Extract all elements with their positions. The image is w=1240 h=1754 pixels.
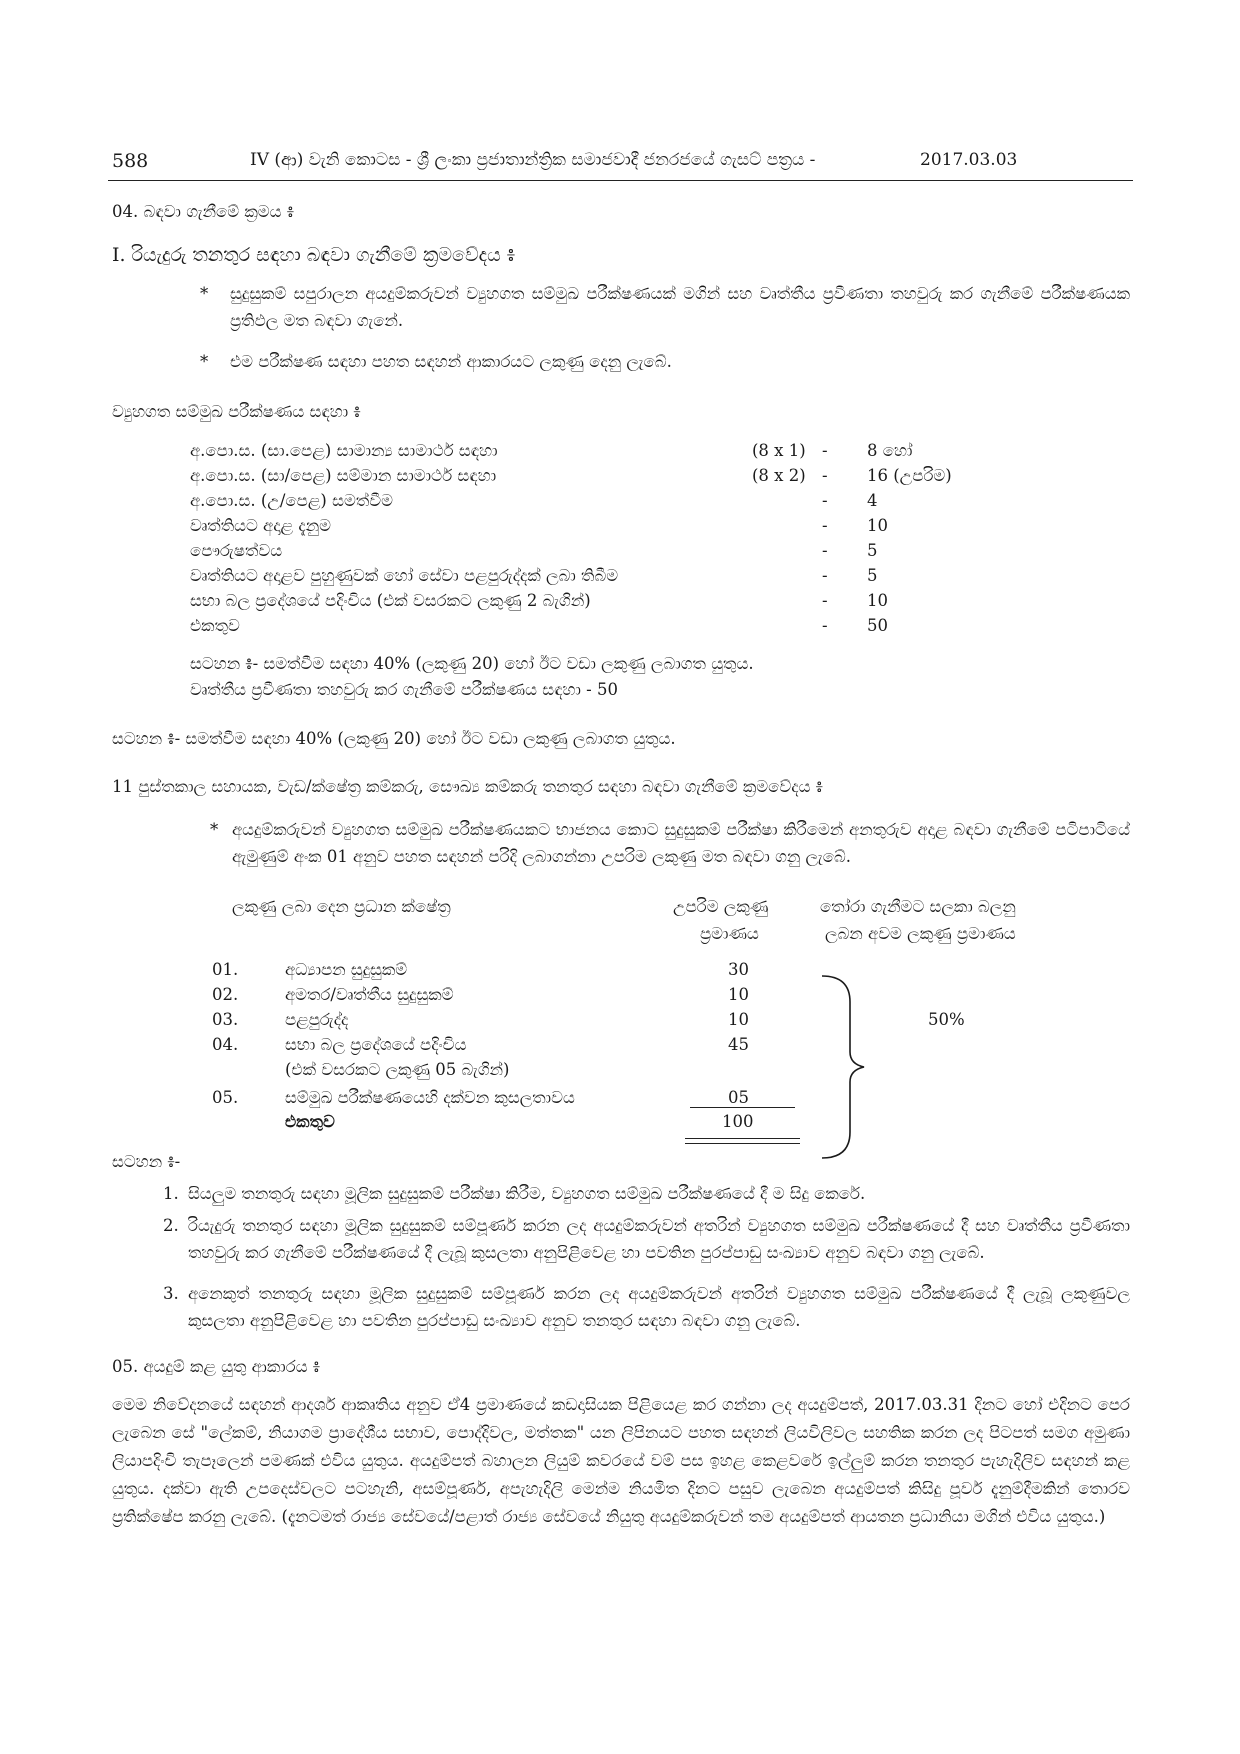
marks-row (0, 463, 1240, 488)
driver-method-heading: I. රියැදුරු තනතුර සඳහා බඳවා ගැනීමේ ක්‍රමවේදය ៖ (112, 244, 516, 266)
marks-row (0, 563, 1240, 588)
table-row (0, 982, 1240, 1007)
section-05-body: මෙම නිවේදනයේ සඳහන් ආදර්ශ ආකෘතිය අනුව ඒ4 ප්‍රමාණයේ කඩදාසියක පිළියෙළ කර ගන්නා ලද අයදුම්පත්, 2017.03.31 දිනට හෝ එදිනට පෙර ලැබෙන සේ "ලේකම්, නියාගම ප්‍රාදේශීය සභාව, පොද්දිවල, මත්තක" යන ලිපිනයට පහත සඳහන් ලියවිලිවල සහතික කරන ලද පිටපත් සමග අමුණා ලියාපදිංචි තැපෑලෙන් පමණක් එවිය යුතුය. අයදුම්පත් බහාලන ලියුම් කවරයේ වම් පස ඉහළ කෙළවරේ ඉල්ලුම් කරන තනතුර පැහැදිලිව සඳහන් කළ යුතුය. දක්වා ඇති උපදෙස්වලට පටහැනි, අසම්පූර්ණ, අපැහැදිලි මෙන්ම නියමිත දිනට පසුව ලැබෙන අයදුම්පත් කිසිදු පූර්ව දැනුම්දීමකින් තොරව ප්‍රතික්ෂේප කරනු ලැබේ. (දැනටමත් රාජ්‍ය සේවයේ/පළාත් රාජ්‍ය සේවයේ නියුතු අයදුම්කරුවන් තම අයදුම්පත් ආයතන ප්‍රධානියා මගින් එවිය යුතුය.) (112, 1395, 1130, 1526)
driver-bullet-2: එම පරීක්ෂණ සඳහා පහත සඳහන් ආකාරයට ලකුණු දෙනු ලැබේ. (230, 352, 672, 371)
marks-label: වෘත්තියට අදාළ දැනුම (190, 516, 331, 535)
table-header-field: ලකුණු ලබා දෙන ප්‍රධාන ක්ෂේත්‍ර (232, 897, 451, 916)
table-row-field: සම්මුඛ පරීක්ෂණයෙහි දක්වන කුසලතාවය (285, 1088, 575, 1107)
marks-row (0, 538, 1240, 563)
table-row (0, 1057, 1240, 1082)
marks-dash: - (822, 566, 828, 585)
notes-label: සටහන ៖- (112, 1152, 181, 1171)
marks-dash: - (822, 616, 828, 635)
marks-value: 8 හෝ (867, 441, 913, 460)
marks-value: 10 (867, 516, 888, 535)
table-row (0, 1007, 1240, 1032)
total-double-rule-2 (685, 1143, 800, 1144)
note-text: රියැදුරු තනතුර සඳහා මූලික සුදුසුකම් සම්පූර්ණ කරන ලද අයදුම්කරුවන් අතරින් ව්‍යුහගත සම්මුඛ පරීක්ෂණයේ දී සහ වෘත්තීය ප්‍රවීණතා තහවුරු කර ගැනීමේ පරීක්ෂණයේ දී ලැබූ කුසලතා අනුපිළිවෙළ හා පවතින පුරප්පාඩු සංඛ්‍යාව අනුව බඳවා ගනු ලැබේ. (188, 1216, 1130, 1262)
table-total-label: එකතුව (285, 1112, 335, 1131)
table-header-min-1: තෝරා ගැනීමට සලකා බලනු (820, 897, 1016, 916)
table-row-number: 01. (212, 960, 239, 979)
section-05-heading: 05. අයදුම් කළ යුතු ආකාරය ៖ (112, 1357, 321, 1376)
marks-row (0, 488, 1240, 513)
bullet-mark: * (200, 352, 209, 371)
note-number: 2. (163, 1216, 179, 1235)
marks-label: අ.පො.ස. (සා.පෙළ) සාමාන්‍ය සාමාර්ථ සඳහා (190, 441, 498, 460)
marks-dash: - (822, 516, 828, 535)
note-text: අනෙකුත් තනතුරු සඳහා මූලික සුදුසුකම් සම්පූර්ණ කරන ලද අයදුම්කරුවන් අතරින් ව්‍යුහගත සම්මුඛ පරීක්ෂණයේ දී ලැබූ ලකුණුවල කුසලතා අනුපිළිවෙළ හා පවතින පුරප්පාඩු සංඛ්‍යාව අනුව තනතුර සඳහා බඳවා ගනු ලැබේ. (188, 1284, 1130, 1330)
marks-dash: - (822, 441, 828, 460)
note-number: 3. (163, 1284, 179, 1303)
interview-heading: ව්‍යුහගත සම්මුඛ පරීක්ෂණය සඳහා ៖ (112, 402, 361, 421)
table-row-field: පළපුරුද්ද (285, 1010, 349, 1029)
table-row-number: 03. (212, 1010, 239, 1029)
table-header-min-2: ලබන අවම ලකුණු ප්‍රමාණය (825, 924, 1016, 943)
marks-label: සභා බල ප්‍රදේශයේ පදිංචිය (එක් වසරකට ලකුණු 2 බැගින්) (190, 591, 591, 610)
marks-value: 50 (867, 616, 888, 635)
marks-dash: - (822, 466, 828, 485)
marks-value: 4 (867, 491, 878, 510)
other-posts-method-heading: 11 පුස්තකාල සහායක, වැඩ/ක්ෂේත්‍ර කම්කරු, සෞඛ්‍ය කම්කරු තනතුර සඳහා බඳවා ගැනීමේ ක්‍රමවේදය ៖ (112, 777, 823, 796)
gazette-title: IV (ආ) වැනි කොටස - ශ්‍රී ලංකා ප්‍රජාතාන්ත්‍රික සමාජවාදී ජනරජයේ ගැසට් පත්‍රය - (250, 150, 816, 170)
table-row-number: 02. (212, 985, 239, 1004)
table-row (0, 957, 1240, 982)
table-row (0, 1032, 1240, 1057)
table-row-max: 30 (728, 960, 749, 979)
marks-row (0, 588, 1240, 613)
marks-dash: - (822, 591, 828, 610)
gazette-date: 2017.03.03 (920, 150, 1018, 170)
marks-label: වෘත්තියට අදාළව පුහුණුවක් හෝ සේවා පළපුරුද්දක් ලබා තිබීම (190, 566, 619, 585)
note-pass-mark-2: සටහන ៖- සමත්වීම සඳහා 40% (ලකුණු 20) හෝ ඊට වඩා ලකුණු ලබාගත යුතුය. (112, 729, 676, 748)
table-row-max: 10 (728, 1010, 749, 1029)
min-marks-value: 50% (928, 1010, 965, 1029)
page-number: 588 (112, 150, 149, 172)
marks-value: 10 (867, 591, 888, 610)
marks-label: අ.පො.ස. (සා/පෙළ) සම්මාන සාමාර්ථ සඳහා (190, 466, 497, 485)
marks-value: 5 (867, 566, 878, 585)
note-number: 1. (163, 1184, 179, 1203)
note-text: සියලුම තනතුරු සඳහා මූලික සුදුසුකම් පරීක්ෂා කිරීම, ව්‍යුහගත සම්මුඛ පරීක්ෂණයේ දී ම සිදු කෙරේ. (188, 1184, 866, 1203)
other-posts-bullet: අයදුම්කරුවන් ව්‍යුහගත සම්මුඛ පරීක්ෂණයකට භාජනය කොට සුදුසුකම් පරීක්ෂා කිරීමෙන් අනතුරුව අදාළ බඳවා ගැනීමේ පටිපාටියේ ඇමුණුම් අංක 01 අනුව පහත සඳහන් පරිදි ලබාගන්නා උපරිම ලකුණු මත බඳවා ගනු ලැබේ. (232, 820, 1130, 866)
table-total-value: 100 (722, 1112, 754, 1131)
marks-label: අ.පො.ස. (උ/පෙළ) සමත්වීම (190, 491, 393, 510)
table-row-max: 10 (728, 985, 749, 1004)
table-row-number: 04. (212, 1035, 239, 1054)
table-row-max: 45 (728, 1035, 749, 1054)
marks-dash: - (822, 491, 828, 510)
driver-bullet-1: සුදුසුකම් සපුරාලන අයදුම්කරුවන් ව්‍යුහගත සම්මුඛ පරීක්ෂණයක් මගින් සහ වෘත්තීය ප්‍රවීණතා තහවුරු කර ගැනීමේ පරීක්ෂණයක ප්‍රතිඵල මත බඳවා ගැනේ. (230, 284, 1130, 330)
marks-row (0, 513, 1240, 538)
table-row (0, 1085, 1240, 1110)
marks-value: 16 (උපරිම) (867, 466, 952, 485)
table-row-field: අධ්‍යාපන සුදුසුකම් (285, 960, 408, 979)
note-pass-mark: සටහන ៖- සමත්වීම සඳහා 40% (ලකුණු 20) හෝ ඊට වඩා ලකුණු ලබාගත යුතුය. (190, 654, 754, 673)
table-row-number: 05. (212, 1088, 239, 1107)
right-brace (818, 972, 878, 1162)
total-double-rule-1 (685, 1138, 800, 1139)
bullet-mark: * (210, 820, 219, 839)
marks-value: 5 (867, 541, 878, 560)
table-row-field: අමතර/වෘත්තීය සුදුසුකම් (285, 985, 454, 1004)
note-proficiency-test: වෘත්තීය ප්‍රවීණතා තහවුරු කර ගැනීමේ පරීක්ෂණය සඳහා - 50 (190, 680, 618, 699)
table-row-field: සභා බල ප්‍රදේශයේ පදිංචිය (285, 1035, 467, 1054)
marks-calc: (8 x 2) (752, 466, 806, 485)
table-row-field: (එක් වසරකට ලකුණු 05 බැගින්) (285, 1060, 510, 1079)
marks-calc: (8 x 1) (752, 441, 806, 460)
table-header-max-1: උපරිම ලකුණු (673, 897, 769, 916)
marks-label: පෞරුෂත්වය (190, 541, 283, 560)
table-header-max-2: ප්‍රමාණය (700, 924, 759, 943)
total-top-rule (690, 1107, 795, 1108)
marks-label: එකතුව (190, 616, 240, 635)
marks-dash: - (822, 541, 828, 560)
marks-row (0, 613, 1240, 638)
bullet-mark: * (200, 284, 209, 303)
table-row-max: 05 (728, 1088, 749, 1107)
header-rule (108, 180, 1133, 181)
marks-row (0, 438, 1240, 463)
section-04-heading: 04. බඳවා ගැනීමේ ක්‍රමය ៖ (112, 202, 294, 221)
